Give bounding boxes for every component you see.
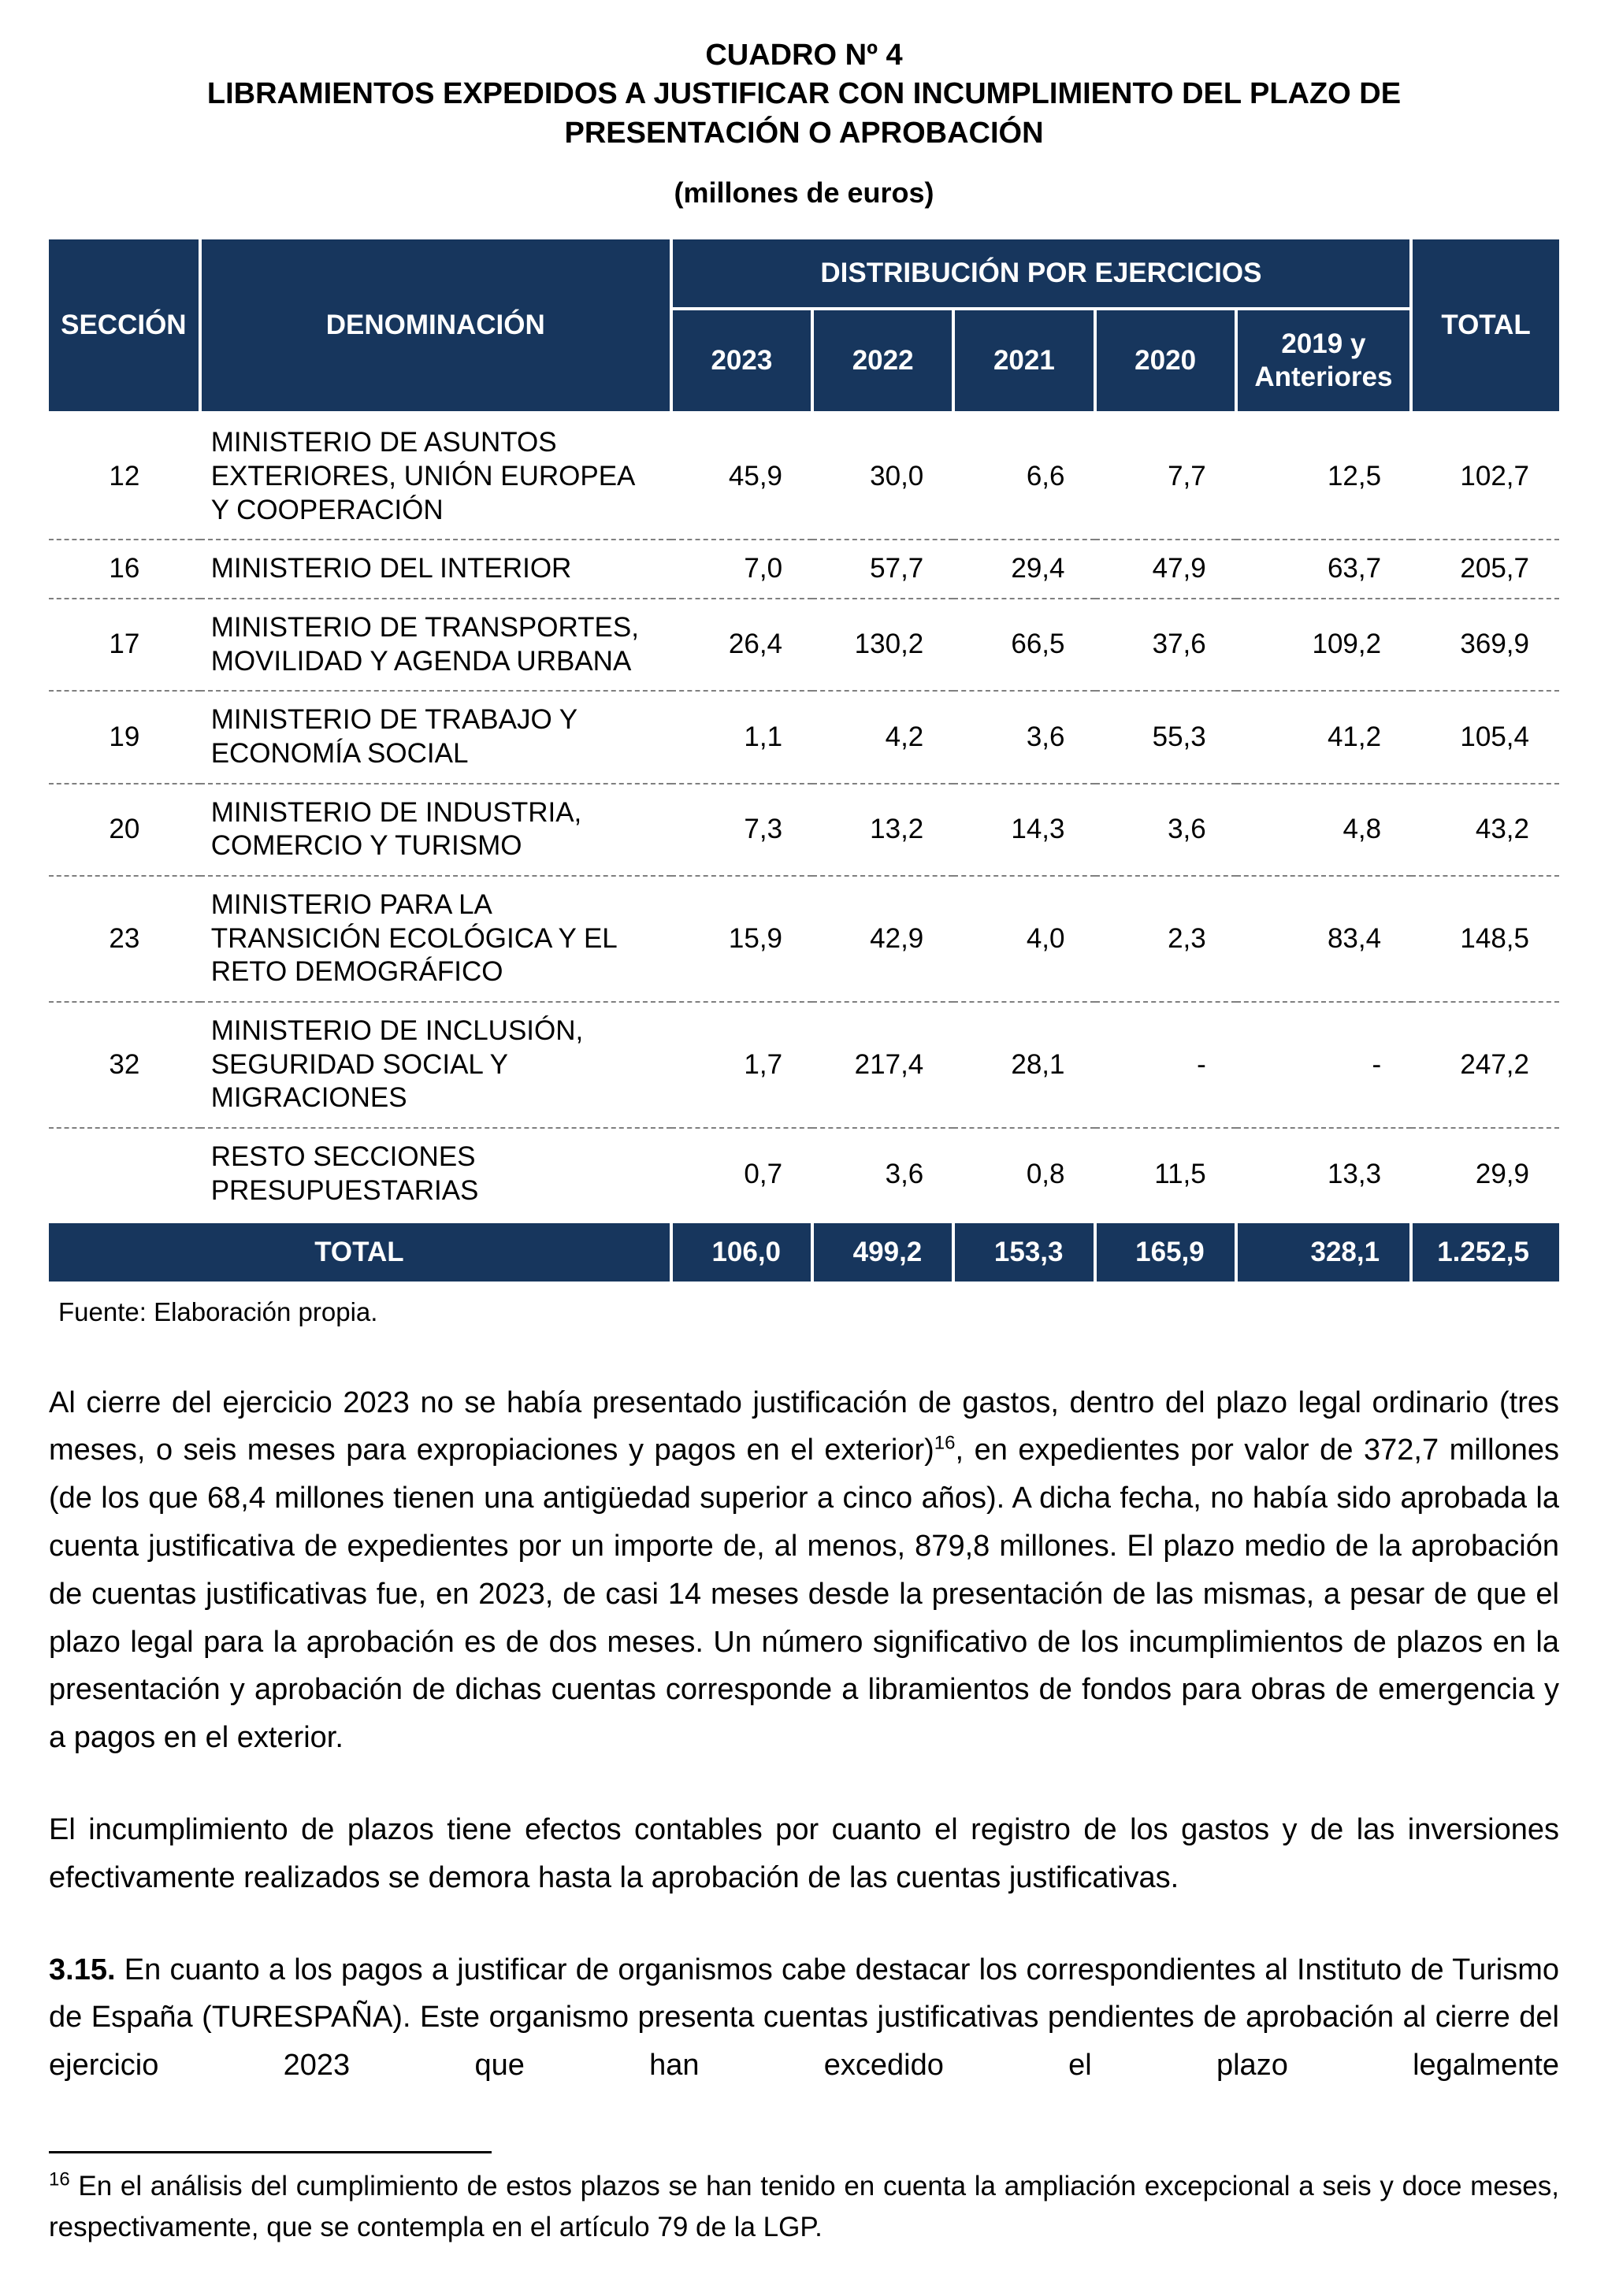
cell-denominacion: MINISTERIO DEL INTERIOR bbox=[200, 540, 671, 599]
paragraph-1-text: Al cierre del ejercicio 2023 no se había presentado justificación de gastos, dentro del plazo legal ordinario (tres meses, o seis meses para expropiaciones y pagos en el exterior) bbox=[49, 1385, 1559, 1467]
cell-value: 83,4 bbox=[1236, 876, 1411, 1002]
footnote-separator bbox=[49, 2151, 492, 2153]
cell-value: 66,5 bbox=[953, 599, 1094, 691]
col-header-year: 2022 bbox=[812, 309, 953, 413]
cell-value: 7,7 bbox=[1095, 413, 1236, 540]
table-row bbox=[49, 784, 1559, 876]
cell-denominacion: MINISTERIO DE TRANSPORTES, MOVILIDAD Y AGENDA URBANA bbox=[200, 599, 671, 691]
paragraph-3 bbox=[49, 1946, 1559, 2090]
cell-value: 29,9 bbox=[1411, 1128, 1559, 1221]
cuadro-4-table bbox=[49, 239, 1559, 1281]
cell-value: 130,2 bbox=[812, 599, 953, 691]
cell-value: 12,5 bbox=[1236, 413, 1411, 540]
table-row bbox=[49, 876, 1559, 1002]
cell-value: 47,9 bbox=[1095, 540, 1236, 599]
footnote-16-text: En el análisis del cumplimiento de estos plazos se han tenido en cuenta la ampliación excepcional a seis y doce meses, respectivamente, que se contempla en el artículo 79 de la LGP. bbox=[49, 2170, 1559, 2243]
total-row bbox=[49, 1222, 1559, 1282]
paragraph-3-text: En cuanto a los pagos a justificar de organismos cabe destacar los correspondientes al Instituto de Turismo de España (TURESPAÑA). Este organismo presenta cuentas justificativas pendientes de aprobación al cierre del ejercicio 2023 que han excedido el plazo legalmente bbox=[49, 1953, 1559, 2083]
cell-value: 14,3 bbox=[953, 784, 1094, 876]
cell-value: 369,9 bbox=[1411, 599, 1559, 691]
cell-denominacion: MINISTERIO DE INCLUSIÓN, SEGURIDAD SOCIAL Y MIGRACIONES bbox=[200, 1002, 671, 1128]
cell-value: 4,8 bbox=[1236, 784, 1411, 876]
cell-value: - bbox=[1095, 1002, 1236, 1128]
cell-denominacion: MINISTERIO DE ASUNTOS EXTERIORES, UNIÓN EUROPEA Y COOPERACIÓN bbox=[200, 413, 671, 540]
total-label: TOTAL bbox=[49, 1222, 671, 1282]
cell-value: 42,9 bbox=[812, 876, 953, 1002]
cell-value: 13,3 bbox=[1236, 1128, 1411, 1221]
cell-value: 15,9 bbox=[671, 876, 812, 1002]
cell-value: 37,6 bbox=[1095, 599, 1236, 691]
total-value: 499,2 bbox=[812, 1222, 953, 1282]
cell-seccion: 19 bbox=[49, 691, 200, 783]
caption-units: (millones de euros) bbox=[674, 176, 934, 210]
table-row bbox=[49, 691, 1559, 783]
cell-value: 109,2 bbox=[1236, 599, 1411, 691]
cell-value: 11,5 bbox=[1095, 1128, 1236, 1221]
cell-value: 105,4 bbox=[1411, 691, 1559, 783]
cell-value: 0,8 bbox=[953, 1128, 1094, 1221]
footnote-ref-16: 16 bbox=[934, 1432, 956, 1454]
cell-value: 3,6 bbox=[953, 691, 1094, 783]
cell-denominacion: MINISTERIO PARA LA TRANSICIÓN ECOLÓGICA Y EL RETO DEMOGRÁFICO bbox=[200, 876, 671, 1002]
total-value: 153,3 bbox=[953, 1222, 1094, 1282]
table-body bbox=[49, 413, 1559, 1221]
table-row bbox=[49, 599, 1559, 691]
cell-value: 63,7 bbox=[1236, 540, 1411, 599]
cell-value: 1,7 bbox=[671, 1002, 812, 1128]
col-header-total: TOTAL bbox=[1411, 239, 1559, 413]
table-row bbox=[49, 1128, 1559, 1221]
cell-denominacion: RESTO SECCIONES PRESUPUESTARIAS bbox=[200, 1128, 671, 1221]
cell-value: 7,0 bbox=[671, 540, 812, 599]
cell-seccion: 32 bbox=[49, 1002, 200, 1128]
col-header-year: 2021 bbox=[953, 309, 1094, 413]
cell-seccion: 23 bbox=[49, 876, 200, 1002]
cell-value: 3,6 bbox=[1095, 784, 1236, 876]
caption-title: LIBRAMIENTOS EXPEDIDOS A JUSTIFICAR CON INCUMPLIMIENTO DEL PLAZO DE PRESENTACIÓN O APROBACIÓN bbox=[206, 77, 1402, 150]
footnote-16 bbox=[49, 2166, 1559, 2249]
cell-seccion: 17 bbox=[49, 599, 200, 691]
cell-value: 102,7 bbox=[1411, 413, 1559, 540]
total-value: 328,1 bbox=[1236, 1222, 1411, 1282]
table-row bbox=[49, 540, 1559, 599]
cell-value: 4,2 bbox=[812, 691, 953, 783]
total-value: 106,0 bbox=[671, 1222, 812, 1282]
paragraph-2: El incumplimiento de plazos tiene efectos contables por cuanto el registro de los gastos y de las inversiones efectivamente realizados se demora hasta la aprobación de las cuentas justificativas. bbox=[49, 1812, 1559, 1894]
cell-value: 41,2 bbox=[1236, 691, 1411, 783]
table-row bbox=[49, 413, 1559, 540]
cell-value: - bbox=[1236, 1002, 1411, 1128]
cell-seccion bbox=[49, 1128, 200, 1221]
cell-value: 29,4 bbox=[953, 540, 1094, 599]
cell-value: 45,9 bbox=[671, 413, 812, 540]
cell-value: 57,7 bbox=[812, 540, 953, 599]
caption-cuadro-number: CUADRO Nº 4 bbox=[705, 39, 903, 72]
cell-seccion: 20 bbox=[49, 784, 200, 876]
cell-value: 43,2 bbox=[1411, 784, 1559, 876]
cell-value: 55,3 bbox=[1095, 691, 1236, 783]
cell-value: 3,6 bbox=[812, 1128, 953, 1221]
section-number-3-15: 3.15. bbox=[49, 1953, 116, 1986]
col-header-denominacion: DENOMINACIÓN bbox=[200, 239, 671, 413]
cell-value: 13,2 bbox=[812, 784, 953, 876]
cell-value: 205,7 bbox=[1411, 540, 1559, 599]
total-value: 165,9 bbox=[1095, 1222, 1236, 1282]
cell-denominacion: MINISTERIO DE INDUSTRIA, COMERCIO Y TURISMO bbox=[200, 784, 671, 876]
cell-value: 4,0 bbox=[953, 876, 1094, 1002]
cell-value: 0,7 bbox=[671, 1128, 812, 1221]
cell-value: 6,6 bbox=[953, 413, 1094, 540]
table-header bbox=[49, 239, 1559, 413]
cell-seccion: 12 bbox=[49, 413, 200, 540]
table-caption bbox=[111, 36, 1498, 153]
cell-value: 148,5 bbox=[1411, 876, 1559, 1002]
table-footer bbox=[49, 1222, 1559, 1282]
col-header-year: 2019 y Anteriores bbox=[1236, 309, 1411, 413]
col-header-year: 2023 bbox=[671, 309, 812, 413]
cell-seccion: 16 bbox=[49, 540, 200, 599]
col-header-distribucion: DISTRIBUCIÓN POR EJERCICIOS bbox=[671, 239, 1411, 309]
cell-value: 1,1 bbox=[671, 691, 812, 783]
footnote-16-marker: 16 bbox=[49, 2168, 70, 2190]
document-page bbox=[49, 36, 1559, 2249]
total-value: 1.252,5 bbox=[1411, 1222, 1559, 1282]
cell-value: 7,3 bbox=[671, 784, 812, 876]
col-header-seccion: SECCIÓN bbox=[49, 239, 200, 413]
cell-value: 28,1 bbox=[953, 1002, 1094, 1128]
cell-value: 30,0 bbox=[812, 413, 953, 540]
source-note: Fuente: Elaboración propia. bbox=[58, 1296, 378, 1326]
col-header-year: 2020 bbox=[1095, 309, 1236, 413]
cell-denominacion: MINISTERIO DE TRABAJO Y ECONOMÍA SOCIAL bbox=[200, 691, 671, 783]
cell-value: 217,4 bbox=[812, 1002, 953, 1128]
paragraph-1-text-cont: , en expedientes por valor de 372,7 millones (de los que 68,4 millones tienen una antigüedad superior a cinco años). A dicha fecha, no había sido aprobada la cuenta justificativa de expedientes por un importe de, al menos, 879,8 millones. El plazo medio de la aprobación de cuentas justificativas fue, en 2023, de casi 14 meses desde la presentación de las mismas, a pesar de que el plazo legal para la aprobación es de dos meses. Un número significativo de los incumplimientos de plazos en la presentación y aprobación de dichas cuentas corresponde a libramientos de fondos para obras de emergencia y a pagos en el exterior. bbox=[49, 1434, 1559, 1755]
paragraph-1 bbox=[49, 1379, 1559, 1762]
cell-value: 2,3 bbox=[1095, 876, 1236, 1002]
cell-value: 247,2 bbox=[1411, 1002, 1559, 1128]
cell-value: 26,4 bbox=[671, 599, 812, 691]
table-row bbox=[49, 1002, 1559, 1128]
